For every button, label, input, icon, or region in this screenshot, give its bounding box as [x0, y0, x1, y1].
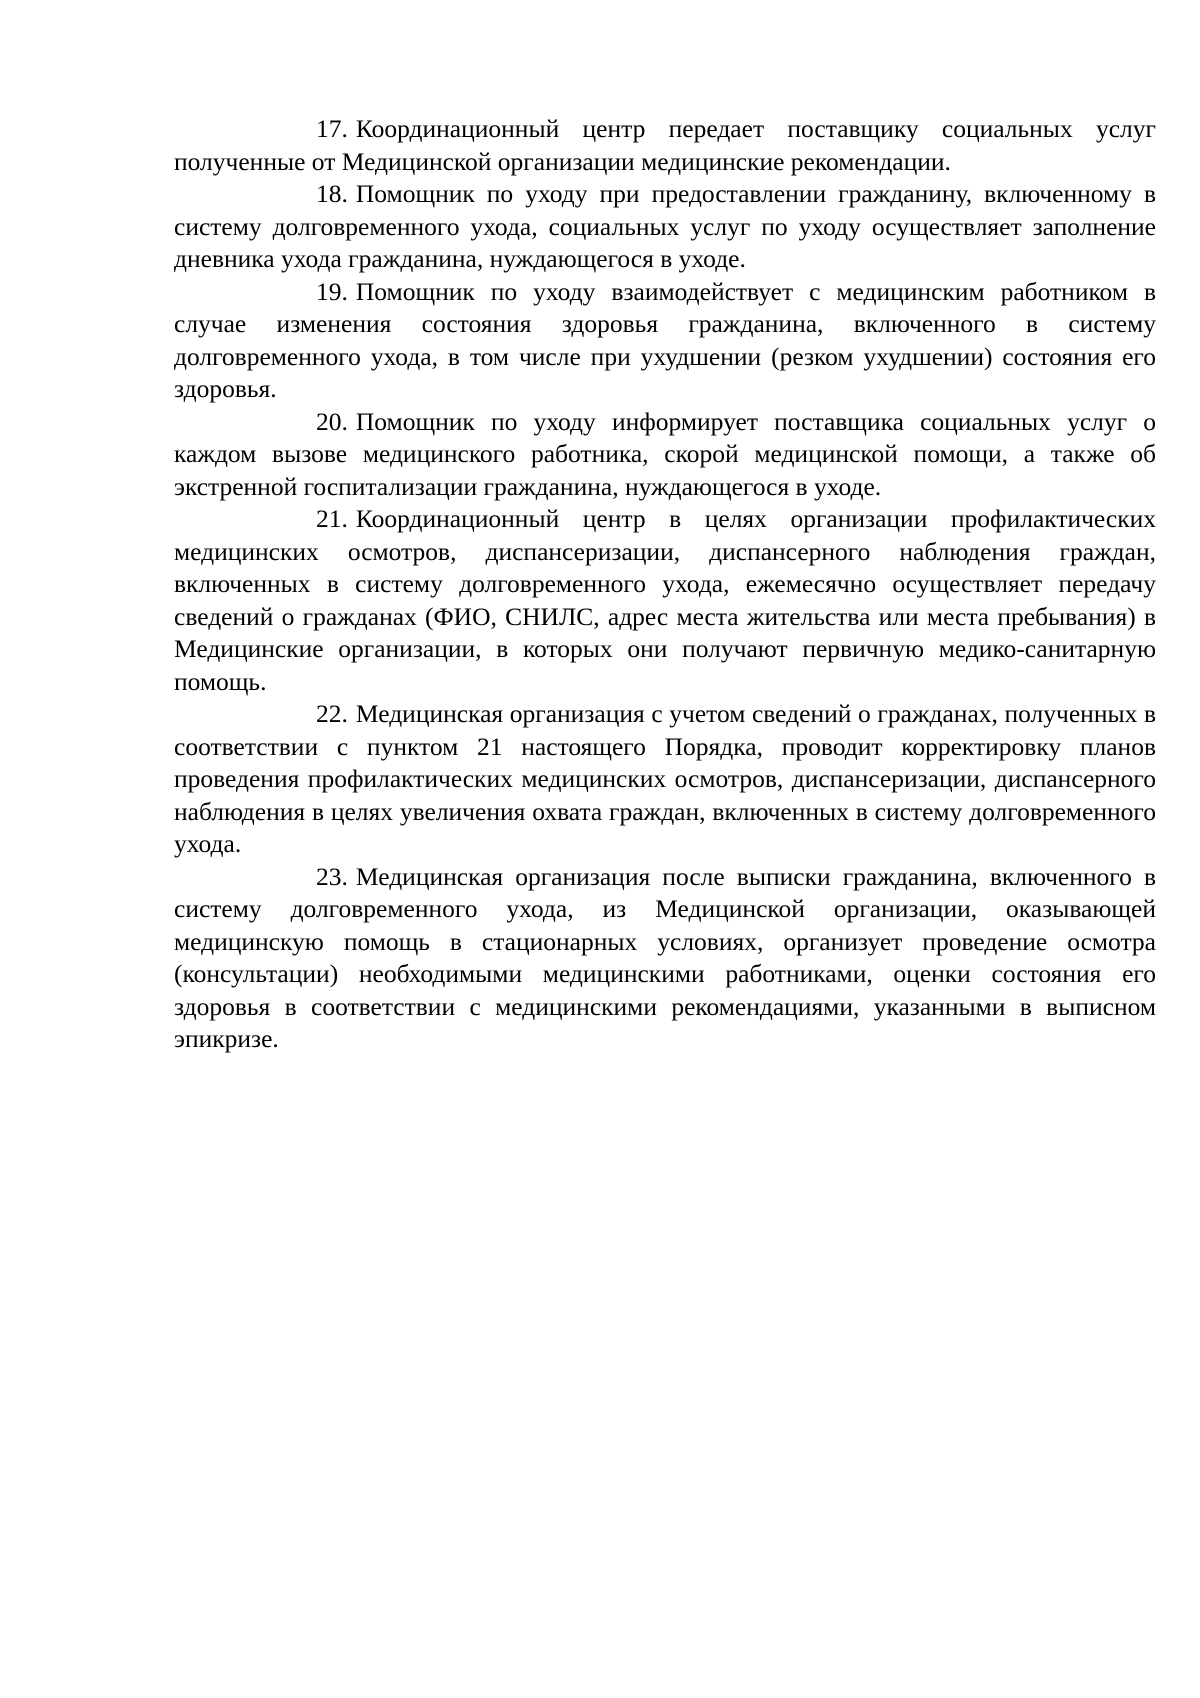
paragraph-22 [174, 698, 1156, 861]
paragraph-23 [174, 861, 1156, 1056]
paragraph-number: 22. [316, 699, 348, 728]
paragraph-text: Помощник по уходу информирует поставщика социальных услуг о каждом вызове медицинского работника, скорой медицинской помощи, а также об экстренной госпитализации гражданина, нуждающегося в уходе. [174, 406, 1156, 501]
paragraph-text: Помощник по уходу при предоставлении гражданину, включенному в систему долговременного ухода, социальных услуг по уходу осуществляет заполнение дневника ухода гражданина, нуждающегося в уходе. [174, 179, 1156, 273]
paragraph-number: 18. [316, 179, 348, 208]
paragraph-number: 17. [316, 114, 348, 143]
paragraph-20 [174, 406, 1156, 504]
paragraph-number: 23. [316, 861, 348, 891]
paragraph-17 [174, 113, 1156, 178]
paragraph-text: Координационный центр в целях организации профилактических медицинских осмотров, диспансеризации, диспансерного наблюдения граждан, включенных в систему долговременного ухода, ежемесячно осуществляет передачу сведений о гражданах (ФИО, СНИЛС, адрес места жительства или места пребывания) в Медицинские организации, в которых они получают первичную медико-санитарную помощь. [174, 504, 1156, 696]
document-page [174, 113, 1156, 1056]
paragraph-19 [174, 276, 1156, 406]
paragraph-number: 21. [316, 504, 348, 533]
paragraph-text: Медицинская организация после выписки гражданина, включенного в систему долговременного ухода, из Медицинской организации, оказывающей медицинскую помощь в стационарных условиях, организует проведение осмотра (консультации) необходимыми медицинскими работниками, оценки состояния его здоровья в соответствии с медицинскими рекомендациями, указанными в выписном эпикризе. [174, 861, 1156, 1053]
paragraph-21 [174, 503, 1156, 698]
paragraph-number: 20. [316, 406, 348, 436]
paragraph-text: Координационный центр передает поставщику социальных услуг полученные от Медицинской организации медицинские рекомендации. [174, 114, 1156, 176]
paragraph-text: Помощник по уходу взаимодействует с медицинским работником в случае изменения состояния здоровья гражданина, включенного в систему долговременного ухода, в том числе при ухудшении (резком ухудшении) состояния его здоровья. [174, 276, 1156, 403]
paragraph-18 [174, 178, 1156, 276]
paragraph-text: Медицинская организация с учетом сведений о гражданах, полученных в соответствии с пунктом 21 настоящего Порядка, проводит корректировку планов проведения профилактических медицинских осмотров, диспансеризации, диспансерного наблюдения в целях увеличения охвата граждан, включенных в систему долговременного ухода. [174, 699, 1156, 858]
paragraph-number: 19. [316, 276, 348, 306]
